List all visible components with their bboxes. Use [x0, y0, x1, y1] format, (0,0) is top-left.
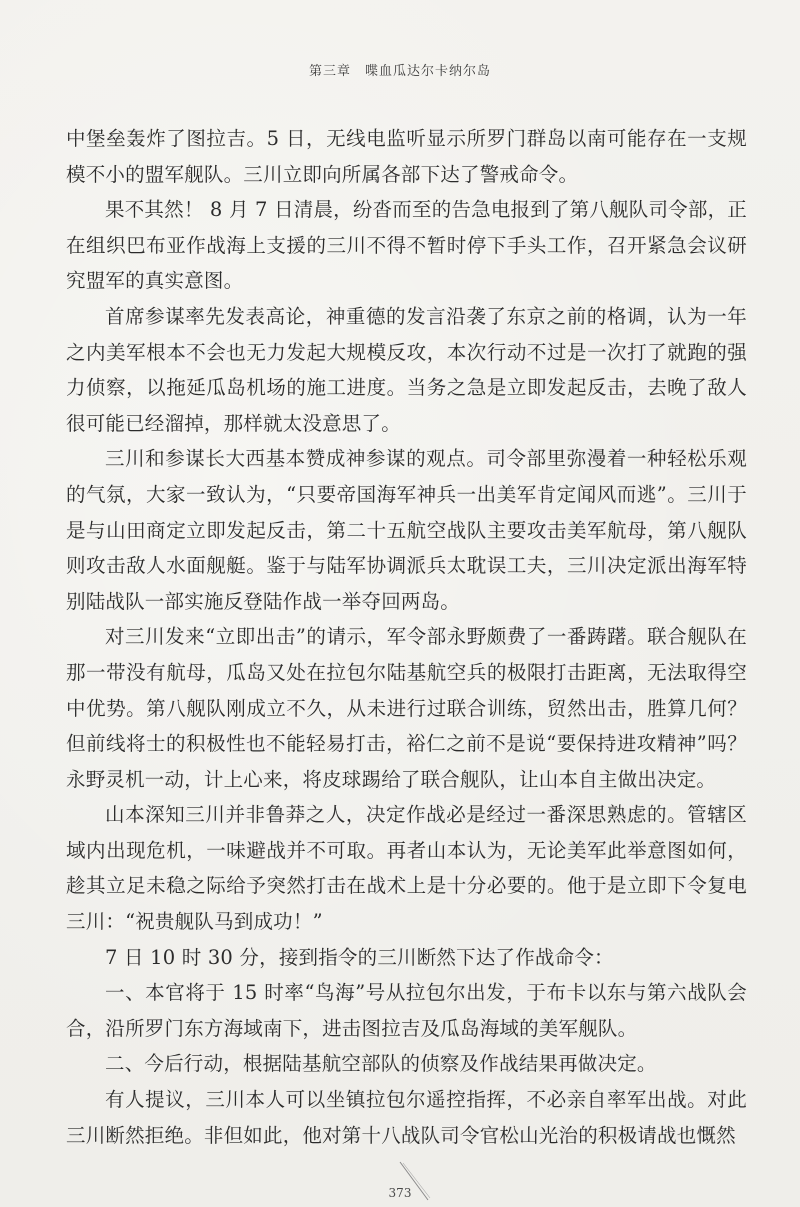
paragraph: 二、今后行动，根据陆基航空部队的侦察及作战结果再做决定。	[105, 1052, 657, 1076]
paragraph: 7 日 10 时 30 分，接到指令的三川断然下达了作战命令：	[105, 945, 614, 969]
running-header: 第三章 喋血瓜达尔卡纳尔岛	[308, 64, 491, 79]
paragraph: 有人提议，三川本人可以坐镇拉包尔遥控指挥，不必亲自率军出战。对此三川断然拒绝。非但如此，他对第十八战队司令官松山光治的积极请战也慨然	[66, 1088, 747, 1147]
paragraph: 山本深知三川并非鲁莽之人，决定作战必是经过一番深思熟虑的。管辖区域内出现危机，一味避战并不可取。再者山本认为，无论美军此举意图如何，趁其立足未稳之际给予突然打击在战术上是十分必要的。他于是立即下令复电三川：“祝贵舰队马到成功！”	[66, 803, 747, 934]
body-text	[66, 121, 747, 1153]
paragraph: 果不其然！ 8 月 7 日清晨，纷沓而至的告急电报到了第八舰队司令部，正在组织巴布亚作战海上支援的三川不得不暂时停下手头工作，召开紧急会议研究盟军的真实意图。	[66, 198, 747, 293]
paragraph: 对三川发来“立即出击”的请示，军令部永野颇费了一番踌躇。联合舰队在那一带没有航母，瓜岛又处在拉包尔陆基航空兵的极限打击距离，无法取得空中优势。第八舰队刚成立不久，从未进行过联合训练，贸然出击，胜算几何？但前线将士的积极性也不能轻易打击，裕仁之前不是说“要保持进攻精神”吗？永野灵机一动，计上心来，将皮球踢给了联合舰队，让山本自主做出决定。	[66, 625, 747, 791]
paragraph: 首席参谋率先发表高论，神重德的发言沿袭了东京之前的格调，认为一年之内美军根本不会也无力发起大规模反攻，本次行动不过是一次打了就跑的强力侦察，以拖延瓜岛机场的施工进度。当务之急是立即发起反击，去晚了敌人很可能已经溜掉，那样就太没意思了。	[66, 304, 747, 435]
page-number: 373	[388, 1186, 412, 1200]
paragraph: 中堡垒轰炸了图拉吉。5 日，无线电监听显示所罗门群岛以南可能存在一支规模不小的盟军舰队。三川立即向所属各部下达了警戒命令。	[66, 127, 747, 186]
paragraph: 一、本官将于 15 时率“鸟海”号从拉包尔出发，于布卡以东与第六战队会合，沿所罗门东方海域南下，进击图拉吉及瓜岛海域的美军舰队。	[66, 981, 747, 1040]
paragraph: 三川和参谋长大西基本赞成神参谋的观点。司令部里弥漫着一种轻松乐观的气氛，大家一致认为，“只要帝国海军神兵一出美军肯定闻风而逃”。三川于是与山田商定立即发起反击，第二十五航空战队主要攻击美军航母，第八舰队则攻击敌人水面舰艇。鉴于与陆军协调派兵太耽误工夫，三川决定派出海军特别陆战队一部实施反登陆作战一举夺回两岛。	[66, 447, 747, 613]
